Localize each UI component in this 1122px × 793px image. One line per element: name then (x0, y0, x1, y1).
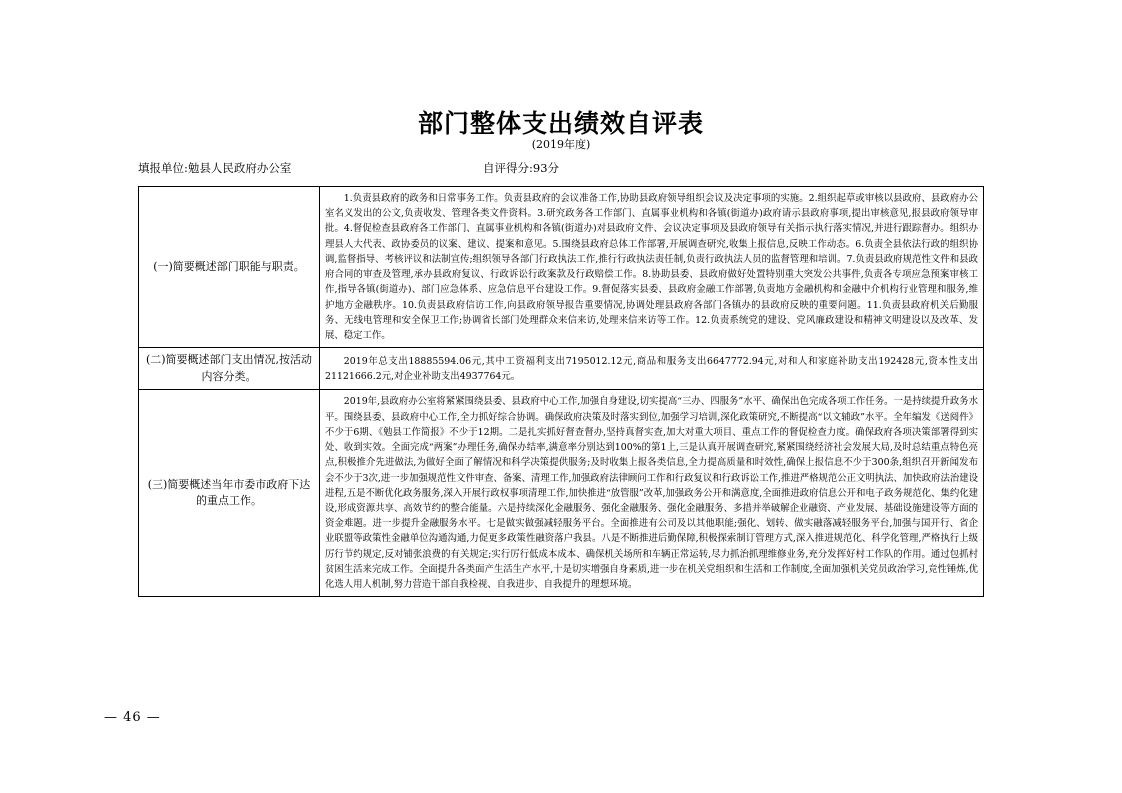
reporting-unit: 填报单位:勉县人民政府办公室 (138, 161, 292, 175)
row-label-expenditure: (二)简要概述部门支出情况,按活动内容分类。 (139, 348, 320, 390)
row-label-functions: (一)简要概述部门职能与职责。 (139, 187, 320, 348)
meta-row (138, 160, 984, 176)
table-row (139, 348, 984, 390)
row-content-functions: 1.负责县政府的政务和日常事务工作。负责县政府的会议准备工作,协助县政府领导组织会议及决定事项的实施。2.组织起草或审核以县政府、县政府办公室名义发出的公文,负责收发、管理各类文件资料。3.研究政务各工作部门、直属事业机构和各镇(街道办)政府请示县政府事项,提出审核意见,报县政府领导审批。4.督促检查县政府各工作部门、直属事业机构和各镇(街道办)对县政府文件、会议决定事项及县政府领导有关指示执行落实情况,并进行跟踪督办。组织办理县人大代表、政协委员的议案、建议、提案和意见。5.围绕县政府总体工作部署,开展调查研究,收集上报信息,反映工作动态。6.负责全县依法行政的组织协调,监督指导、考核评议和法制宣传;组织领导各部门行政执法工作,推行行政执法责任制,负责行政执法人员的监督管理和培训。7.负责县政府规范性文件和县政府合同的审查及管理,承办县政府复议、行政诉讼行政案款及行政赔偿工作。8.协助县委、县政府做好处置特别重大突发公共事件,负责各专项应急预案审核工作,指导各镇(街道办)、部门应急体系、应急信息平台建设工作。9.督促落实县委、县政府金融工作部署,负责地方金融机构和金融中介机构行业管理和服务,维护地方金融秩序。10.负责县政府信访工作,向县政府领导报告重要情况,协调处理县政府各部门各镇办的县政府反映的重要问题。11.负责县政府机关后勤服务、无线电管理和安全保卫工作;协调省长部门处理群众来信来访,处理来信来访等工作。12.负责系统党的建设、党风廉政建设和精神文明建设以及改革、发展、稳定工作。 (320, 187, 984, 348)
table-row (139, 187, 984, 348)
row-content-expenditure: 2019年总支出18885594.06元,其中工资福利支出7195012.12元,商品和服务支出6647772.94元,对和人和家庭补助支出192428元,资本性支出21121666.2元,对企业补助支出4937764元。 (320, 348, 984, 390)
self-score: 自评得分:93分 (483, 161, 560, 175)
page-title: 部门整体支出绩效自评表 (417, 109, 704, 138)
page-subtitle: (2019年度) (531, 138, 591, 151)
row-label-key-tasks: (三)简要概述当年市委市政府下达的重点工作。 (139, 390, 320, 597)
performance-table (138, 186, 984, 597)
row-content-key-tasks: 2019年,县政府办公室将紧紧围绕县委、县政府中心工作,加强自身建设,切实提高“三办、四服务”水平、确保出色完成各项工作任务。一是持续提升政务水平。围绕县委、县政府中心工作,全力抓好综合协调。确保政府决策及时落实到位,加强学习培训,深化政策研究,不断提高“以文辅政”水平。全年编发《送阅件》不少于6期、《勉县工作简报》不少于12期。二是扎实抓好督查督办,坚持真督实查,加大对重大项目、重点工作的督促检查力度。确保政府各项决策部署得到实处、收到实效。全面完成“两案”办理任务,确保办结率,满意率分别达到100%的第1上,三是认真开展调查研究,紧紧围绕经济社会发展大局,及时总结重点特色亮点,积极推介先进做法,为做好全面了解情况和科学决策提供服务;及时收集上报各类信息,全力提高质量和时效性,确保上报信息不少于300条,组织召开新闻发布会不少于3次,进一步加强规范性文件审查、备案、清理工作,加强政府法律顾问工作和行政复议和行政诉讼工作,推进严格规范公正文明执法、加快政府法治建设进程,五是不断优化政务服务,深入开展行政权事项清理工作,加快推进“放管服”改革,加强政务公开和满意度,全面推进政府信息公开和电子政务规范化、集约化建设,形成资源共享、高效节约的整合能量。六是持续深化金融服务、强化金融服务、强化金融服务、多措并举破解企业融资、产业发展、基础设施建设等方面的资金难题。进一步提升金融服务水平。七是做实做强减轻服务平台。全面推进有公司及以其他职能;强化、划转、做实融落减轻服务平台,加强与国开行、省企业联盟等政策性金融单位沟通沟通,力促更多政策性融资落户我县。八是不断推进后勤保障,积极探索制订管理方式,深入推进规范化、科学化管理,严格执行上级厉行节约规定,反对铺张浪费的有关规定;实行厉行低成本成本、确保机关场所和车辆正常运转,尽力抓治抓理维修业务,充分发挥好村工作队的作用。通过包抓村贫困生活来完成工作。全面提升各类面产生活生产水平,十是切实增强自身素质,进一步在机关党组织和生活和工作制度,全面加强机关党员政治学习,竞性锤炼,优化选人用人机制,努力营造干部自我检视、自我进步、自我提升的理想环境。 (320, 390, 984, 597)
page-number: — 46 — (104, 710, 161, 725)
table-row (139, 390, 984, 597)
